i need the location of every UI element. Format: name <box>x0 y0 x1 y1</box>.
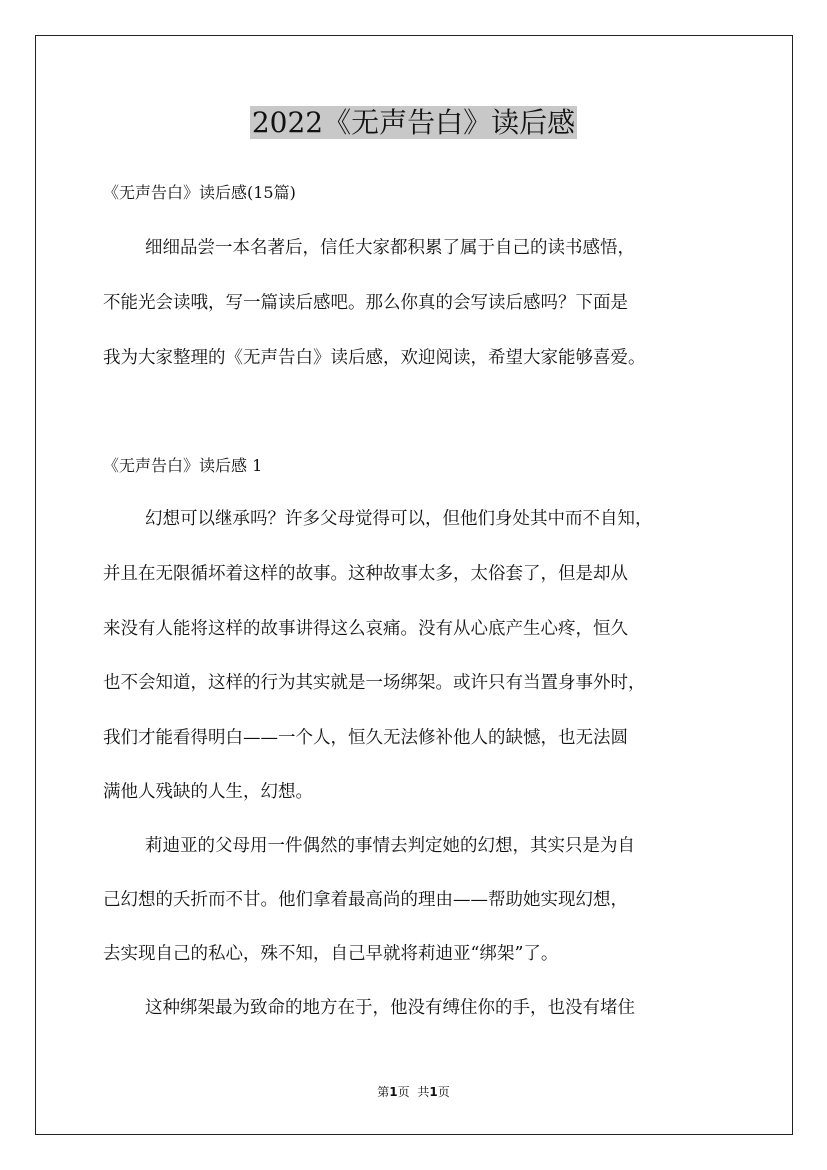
para2-line-2: 己幻想的夭折而不甘。他们拿着最高尚的理由——帮助她实现幻想， <box>103 890 628 910</box>
para1-line-1: 幻想可以继承吗？许多父母觉得可以，但他们身处其中而不自知， <box>145 509 653 529</box>
intro-line-2: 不能光会读哦，写一篇读后感吧。那么你真的会写读后感吗？下面是 <box>103 293 628 313</box>
para2-line-3: 去实现自己的私心，殊不知，自己早就将莉迪亚“绑架”了。 <box>103 944 559 964</box>
para1-line-6: 满他人残缺的人生，幻想。 <box>103 782 313 802</box>
document-title <box>0 104 827 142</box>
footer-page-suffix: 页 <box>397 1085 410 1099</box>
document-title-text: 2022《无声告白》读后感 <box>251 106 576 139</box>
footer-page-prefix: 第 <box>377 1085 390 1099</box>
intro-line-3: 我为大家整理的《无声告白》读后感，欢迎阅读，希望大家能够喜爱。 <box>103 348 646 368</box>
para1-line-4: 也不会知道，这样的行为其实就是一场绑架。或许只有当置身事外时， <box>103 673 646 693</box>
para1-line-5: 我们才能看得明白——一个人，恒久无法修补他人的缺憾，也无法圆 <box>103 728 628 748</box>
page-footer <box>0 1084 827 1100</box>
footer-total-prefix: 共 <box>417 1085 430 1099</box>
footer-total-suffix: 页 <box>437 1085 450 1099</box>
section-heading-1: 《无声告白》读后感 1 <box>103 456 263 475</box>
footer-total-number: 1 <box>429 1085 438 1099</box>
para1-line-3: 来没有人能将这样的故事讲得这么哀痛。没有从心底产生心疼，恒久 <box>103 619 628 639</box>
para3-line-1: 这种绑架最为致命的地方在于，他没有缚住你的手，也没有堵住 <box>145 998 635 1018</box>
para1-line-2: 并且在无限循坏着这样的故事。这种故事太多，太俗套了，但是却从 <box>103 564 628 584</box>
footer-page-number: 1 <box>389 1085 398 1099</box>
document-subtitle: 《无声告白》读后感(15篇) <box>103 183 296 202</box>
para2-line-1: 莉迪亚的父母用一件偶然的事情去判定她的幻想，其实只是为自 <box>145 836 635 856</box>
intro-line-1: 细细品尝一本名著后，信任大家都积累了属于自己的读书感悟， <box>145 238 635 258</box>
